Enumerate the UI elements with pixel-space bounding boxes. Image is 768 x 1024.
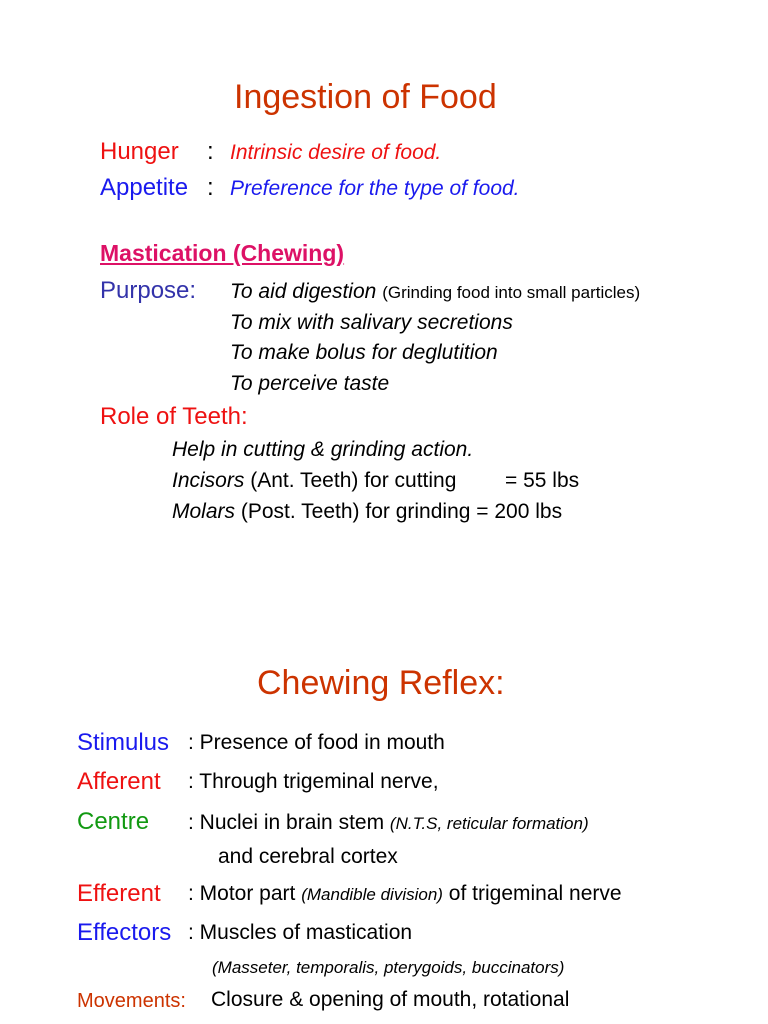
centre-line <box>188 811 589 835</box>
mastication-heading: Mastication (Chewing) <box>100 240 345 266</box>
appetite-definition: Preference for the type of food. <box>230 177 520 200</box>
incisors-line <box>172 469 580 493</box>
efferent-line <box>188 882 622 906</box>
purpose-text: To aid digestion <box>230 280 377 303</box>
centre-label: Centre <box>77 808 150 835</box>
page-title: Ingestion of Food <box>234 78 497 116</box>
stimulus-text: : Presence of food in mouth <box>188 731 445 754</box>
purpose-label: Purpose: <box>100 277 197 304</box>
purpose-item: To mix with salivary secretions <box>230 311 513 334</box>
movements-text: Closure & opening of mouth, rotational <box>211 988 570 1011</box>
afferent-text: : Through trigeminal nerve, <box>188 770 439 793</box>
hunger-definition: Intrinsic desire of food. <box>230 141 442 164</box>
hunger-colon: : <box>207 138 214 165</box>
efferent-text: : Motor part <box>188 882 296 905</box>
section-title: Chewing Reflex: <box>257 664 505 702</box>
efferent-text-end: of trigeminal nerve <box>448 882 622 905</box>
afferent-label: Afferent <box>77 768 161 795</box>
effectors-label: Effectors <box>77 919 172 946</box>
movements-label: Movements: <box>77 990 186 1012</box>
appetite-label: Appetite <box>100 174 189 201</box>
purpose-item <box>230 280 640 304</box>
effectors-note: (Masseter, temporalis, pterygoids, buccinators) <box>212 958 565 977</box>
hunger-label: Hunger <box>100 138 179 165</box>
molars-line <box>172 500 562 524</box>
molars-value: = 200 lbs <box>476 500 563 523</box>
purpose-item: To make bolus for deglutition <box>230 341 498 364</box>
role-of-teeth-label: Role of Teeth: <box>100 403 248 430</box>
centre-continuation: and cerebral cortex <box>218 845 398 868</box>
incisors-value: = 55 lbs <box>505 469 580 492</box>
incisors-desc: (Ant. Teeth) for cutting <box>250 469 457 492</box>
efferent-label: Efferent <box>77 880 161 907</box>
stimulus-label: Stimulus <box>77 729 170 756</box>
centre-note: (N.T.S, reticular formation) <box>389 814 589 833</box>
centre-text: : Nuclei in brain stem <box>188 811 385 834</box>
purpose-note: (Grinding food into small particles) <box>382 283 641 302</box>
effectors-text: : Muscles of mastication <box>188 921 413 944</box>
incisors-name: Incisors <box>172 469 245 492</box>
efferent-note: (Mandible division) <box>301 885 443 904</box>
molars-desc: (Post. Teeth) for grinding <box>240 500 471 523</box>
purpose-item: To perceive taste <box>230 372 390 395</box>
teeth-line: Help in cutting & grinding action. <box>172 438 474 461</box>
molars-name: Molars <box>172 500 236 523</box>
appetite-colon: : <box>207 174 214 201</box>
